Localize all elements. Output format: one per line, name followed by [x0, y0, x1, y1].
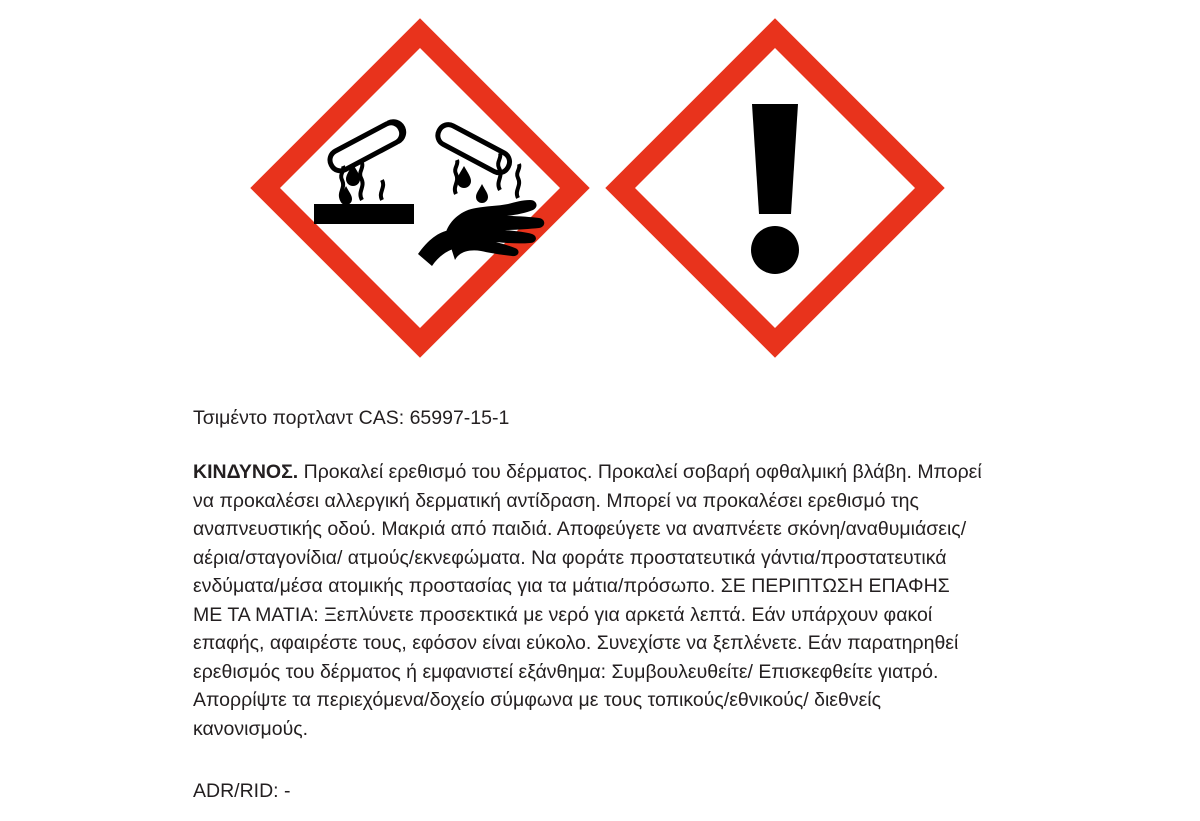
pictogram-row — [250, 18, 950, 368]
hazard-statement-text: Προκαλεί ερεθισμό του δέρματος. Προκαλεί σοβαρή οφθαλμική βλάβη. Μπορεί να προκαλέσει αλλεργική δερματική αντίδραση. Μπορεί να προκαλέσει ερεθισμό της αναπνευστικής οδού. Μακριά από παιδιά. Αποφεύγετε να αναπνέετε σκόνη/αναθυμιάσεις/αέρια/σταγονίδια/ ατμούς/εκνεφώματα. Να φοράτε προστατευτικά γάντια/προστατευτικά ενδύματα/μέσα ατομικής προστασίας για τα μάτια/πρόσωπο. ΣΕ ΠΕΡΙΠΤΩΣΗ ΕΠΑΦΗΣ ΜΕ ΤΑ ΜΑΤΙΑ: Ξεπλύνετε προσεκτικά με νερό για αρκετά λεπτά. Εάν υπάρχουν φακοί επαφής, αφαιρέστε τους, εφόσον είναι εύκολο. Συνεχίστε να ξεπλένετε. Εάν παρατηρηθεί ερεθισμός του δέρματος ή εμφανιστεί εξάνθημα: Συμβουλευθείτε/ Επισκεφθείτε γιατρό. Απορρίψτε τα περιεχόμενα/δοχείο σύμφωνα με τους τοπικούς/εθνικούς/ διεθνείς κανονισμούς. — [193, 461, 982, 740]
signal-word: ΚΙΝΔΥΝΟΣ. — [193, 461, 299, 483]
ghs-exclamation-pictogram — [605, 18, 945, 358]
substance-cas-line: Τσιμέντο πορτλαντ CAS: 65997-15-1 — [193, 407, 510, 429]
corrosion-icon — [250, 18, 590, 358]
hazard-statement-paragraph — [193, 458, 983, 743]
transport-classification-line: ADR/RID: - — [193, 780, 291, 802]
ghs-corrosion-pictogram — [250, 18, 590, 358]
label-text-block — [193, 404, 983, 805]
exclamation-mark-icon — [605, 18, 945, 358]
